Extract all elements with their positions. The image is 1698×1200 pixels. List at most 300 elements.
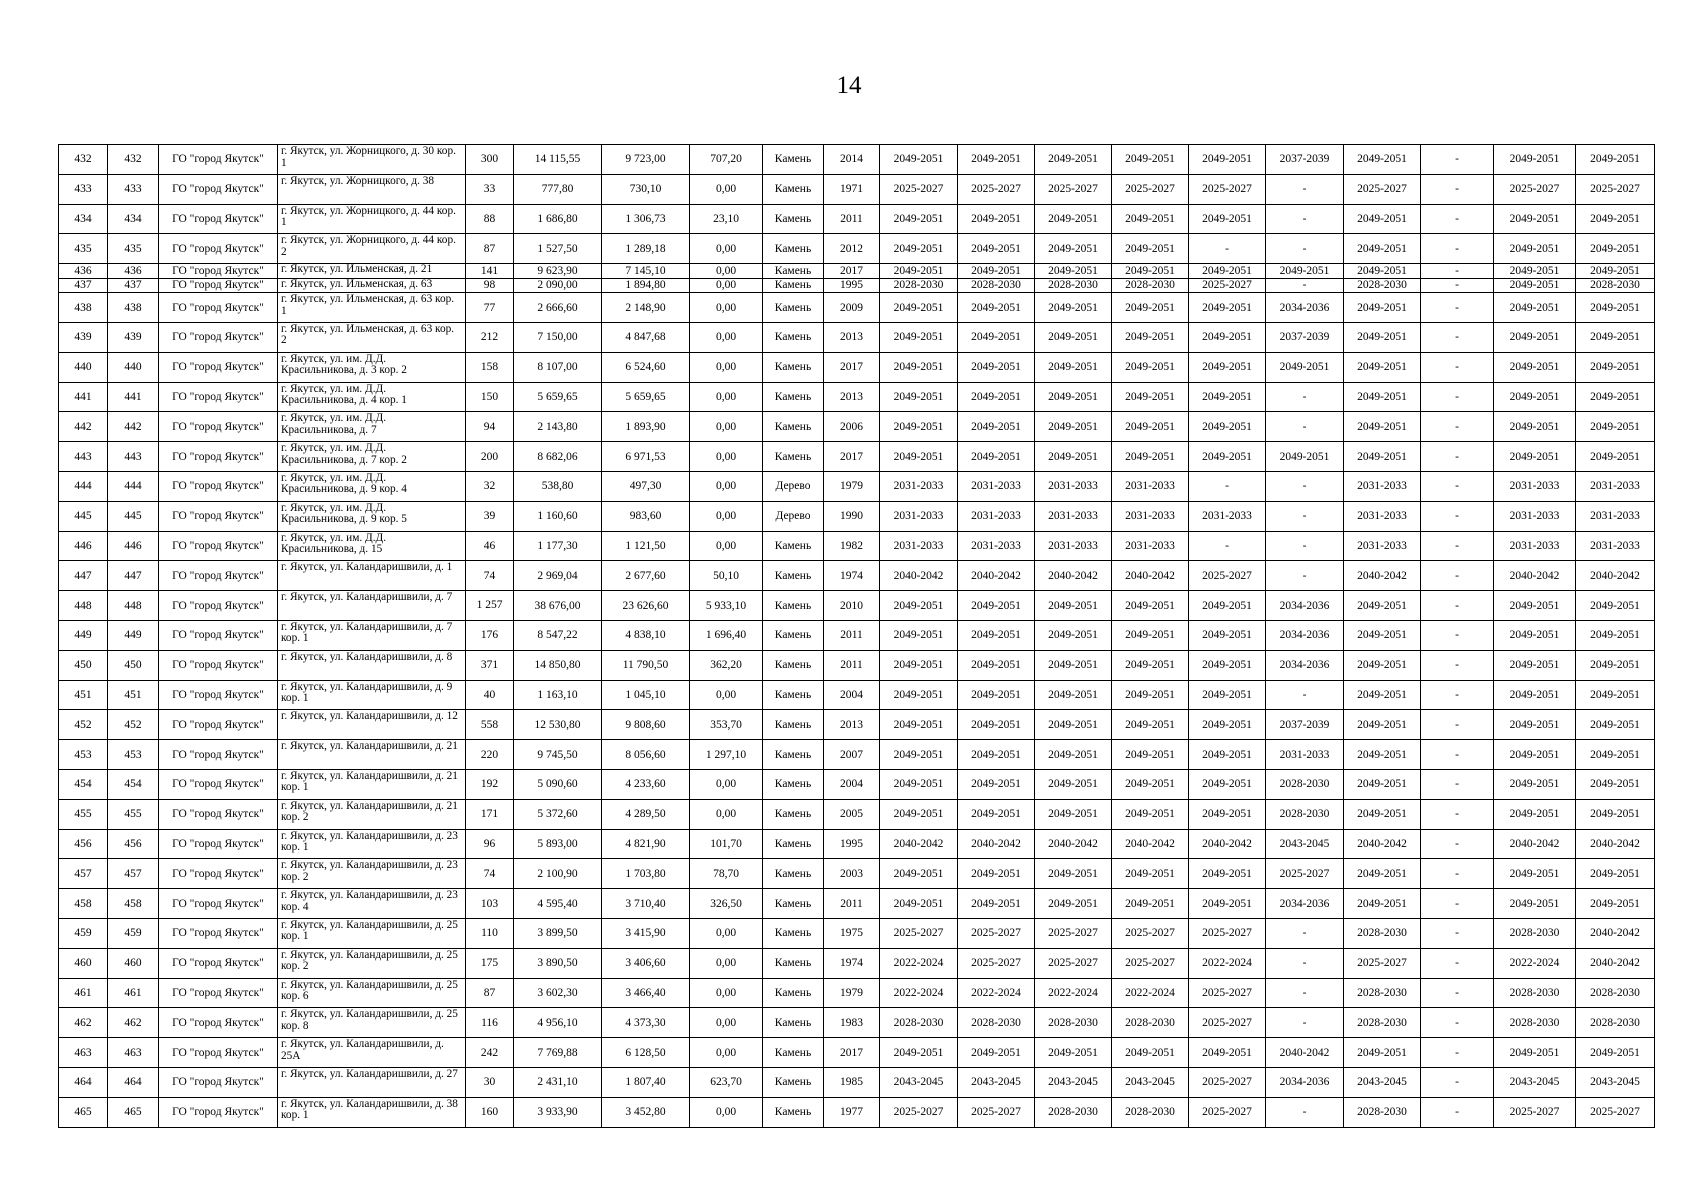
page-number: 14 (836, 72, 862, 99)
cell-living-area: 4 289,50 (602, 799, 690, 829)
cell-wall-material: Камень (763, 1038, 824, 1068)
cell-period-elevator: 2025-2027 (1266, 859, 1344, 889)
cell-house-number: 435 (108, 234, 159, 264)
cell-period-foundation: 2028-2030 (1035, 1097, 1112, 1127)
cell-period-water: 2025-2027 (1189, 174, 1266, 204)
cell-period-electric: 2049-2051 (1344, 234, 1421, 264)
cell-period-sewer: 2049-2051 (1494, 145, 1576, 175)
cell-municipality: ГО "город Якутск" (159, 978, 278, 1008)
cell-period-gas: - (1421, 174, 1494, 204)
cell-period-heating: 2049-2051 (1112, 293, 1189, 323)
cell-nonresidential-area: 0,00 (690, 948, 763, 978)
cell-period-roof: 2025-2027 (880, 174, 958, 204)
cell-period-hot-water: 2040-2042 (1576, 918, 1655, 948)
cell-period-foundation: 2031-2033 (1035, 531, 1112, 561)
cell-wall-material: Камень (763, 234, 824, 264)
cell-period-sewer: 2031-2033 (1494, 471, 1576, 501)
cell-period-roof: 2043-2045 (880, 1067, 958, 1097)
cell-total-area: 9 623,90 (514, 264, 602, 279)
cell-living-area: 4 821,90 (602, 829, 690, 859)
cell-period-foundation: 2049-2051 (1035, 352, 1112, 382)
cell-address: г. Якутск, ул. им. Д.Д. Красильникова, д. 9 кор. 4 (278, 471, 466, 501)
cell-period-gas: - (1421, 1038, 1494, 1068)
cell-period-roof: 2031-2033 (880, 501, 958, 531)
cell-total-area: 3 890,50 (514, 948, 602, 978)
cell-period-electric: 2049-2051 (1344, 710, 1421, 740)
cell-period-sewer: 2049-2051 (1494, 442, 1576, 472)
cell-period-gas: - (1421, 1097, 1494, 1127)
cell-period-roof: 2031-2033 (880, 471, 958, 501)
cell-period-hot-water: 2049-2051 (1576, 859, 1655, 889)
cell-period-foundation: 2040-2042 (1035, 829, 1112, 859)
cell-municipality: ГО "город Якутск" (159, 382, 278, 412)
cell-period-sewer: 2049-2051 (1494, 204, 1576, 234)
cell-period-electric: 2049-2051 (1344, 799, 1421, 829)
cell-period-roof: 2049-2051 (880, 234, 958, 264)
cell-period-sewer: 2040-2042 (1494, 829, 1576, 859)
cell-period-electric: 2049-2051 (1344, 889, 1421, 919)
cell-period-sewer: 2049-2051 (1494, 293, 1576, 323)
cell-period-elevator: 2034-2036 (1266, 650, 1344, 680)
cell-living-area: 9 808,60 (602, 710, 690, 740)
cell-row-number: 461 (59, 978, 108, 1008)
cell-period-water: 2049-2051 (1189, 382, 1266, 412)
cell-address: г. Якутск, ул. Каландаришвили, д. 25 кор. 8 (278, 1008, 466, 1038)
cell-house-number: 454 (108, 769, 159, 799)
cell-nonresidential-area: 5 933,10 (690, 591, 763, 621)
cell-period-elevator: 2028-2030 (1266, 799, 1344, 829)
cell-living-area: 1 894,80 (602, 278, 690, 293)
cell-year-built: 2017 (824, 1038, 880, 1068)
cell-year-built: 1974 (824, 561, 880, 591)
cell-period-water: 2049-2051 (1189, 322, 1266, 352)
cell-period-electric: 2049-2051 (1344, 204, 1421, 234)
cell-address: г. Якутск, ул. Жорницкого, д. 44 кор. 2 (278, 234, 466, 264)
cell-period-sewer: 2028-2030 (1494, 918, 1576, 948)
cell-period-foundation: 2049-2051 (1035, 799, 1112, 829)
cell-nonresidential-area: 0,00 (690, 501, 763, 531)
table-row (59, 322, 1655, 352)
cell-nonresidential-area: 707,20 (690, 145, 763, 175)
cell-period-electric: 2049-2051 (1344, 145, 1421, 175)
cell-wall-material: Камень (763, 769, 824, 799)
cell-period-foundation: 2049-2051 (1035, 293, 1112, 323)
cell-living-area: 5 659,65 (602, 382, 690, 412)
cell-residents: 371 (466, 650, 514, 680)
cell-year-built: 1982 (824, 531, 880, 561)
cell-period-hot-water: 2028-2030 (1576, 1008, 1655, 1038)
cell-period-gas: - (1421, 710, 1494, 740)
cell-house-number: 444 (108, 471, 159, 501)
cell-residents: 300 (466, 145, 514, 175)
cell-year-built: 2014 (824, 145, 880, 175)
cell-row-number: 464 (59, 1067, 108, 1097)
cell-house-number: 437 (108, 278, 159, 293)
cell-period-water: 2022-2024 (1189, 948, 1266, 978)
cell-period-facade: 2031-2033 (958, 501, 1035, 531)
cell-nonresidential-area: 1 297,10 (690, 740, 763, 770)
table-row (59, 918, 1655, 948)
cell-wall-material: Камень (763, 650, 824, 680)
cell-nonresidential-area: 0,00 (690, 1038, 763, 1068)
cell-period-water: 2040-2042 (1189, 829, 1266, 859)
cell-period-elevator: 2034-2036 (1266, 620, 1344, 650)
cell-nonresidential-area: 0,00 (690, 322, 763, 352)
cell-address: г. Якутск, ул. им. Д.Д. Красильникова, д. 9 кор. 5 (278, 501, 466, 531)
cell-period-roof: 2049-2051 (880, 145, 958, 175)
cell-row-number: 455 (59, 799, 108, 829)
cell-row-number: 456 (59, 829, 108, 859)
cell-living-area: 23 626,60 (602, 591, 690, 621)
table-row (59, 278, 1655, 293)
cell-period-foundation: 2049-2051 (1035, 859, 1112, 889)
cell-row-number: 454 (59, 769, 108, 799)
cell-municipality: ГО "город Якутск" (159, 352, 278, 382)
cell-address: г. Якутск, ул. Каландаришвили, д. 25 кор. 1 (278, 918, 466, 948)
cell-period-heating: 2025-2027 (1112, 918, 1189, 948)
cell-municipality: ГО "город Якутск" (159, 204, 278, 234)
cell-period-elevator: - (1266, 531, 1344, 561)
cell-period-water: 2025-2027 (1189, 278, 1266, 293)
table-row (59, 352, 1655, 382)
cell-house-number: 441 (108, 382, 159, 412)
cell-row-number: 435 (59, 234, 108, 264)
cell-municipality: ГО "город Якутск" (159, 1067, 278, 1097)
table-row (59, 1008, 1655, 1038)
cell-municipality: ГО "город Якутск" (159, 278, 278, 293)
cell-period-electric: 2049-2051 (1344, 650, 1421, 680)
cell-address: г. Якутск, ул. Каландаришвили, д. 9 кор. 1 (278, 680, 466, 710)
cell-period-elevator: 2037-2039 (1266, 710, 1344, 740)
cell-period-facade: 2049-2051 (958, 859, 1035, 889)
cell-wall-material: Камень (763, 352, 824, 382)
cell-period-facade: 2049-2051 (958, 740, 1035, 770)
cell-residents: 74 (466, 859, 514, 889)
cell-period-facade: 2028-2030 (958, 1008, 1035, 1038)
cell-living-area: 1 289,18 (602, 234, 690, 264)
cell-residents: 116 (466, 1008, 514, 1038)
cell-municipality: ГО "город Якутск" (159, 1008, 278, 1038)
cell-nonresidential-area: 0,00 (690, 1097, 763, 1127)
cell-nonresidential-area: 0,00 (690, 278, 763, 293)
cell-row-number: 440 (59, 352, 108, 382)
cell-municipality: ГО "город Якутск" (159, 234, 278, 264)
cell-house-number: 456 (108, 829, 159, 859)
cell-period-elevator: 2049-2051 (1266, 264, 1344, 279)
cell-period-facade: 2049-2051 (958, 352, 1035, 382)
cell-residents: 175 (466, 948, 514, 978)
cell-period-heating: 2028-2030 (1112, 278, 1189, 293)
cell-year-built: 2005 (824, 799, 880, 829)
cell-total-area: 1 527,50 (514, 234, 602, 264)
cell-nonresidential-area: 0,00 (690, 471, 763, 501)
table-row (59, 650, 1655, 680)
cell-row-number: 462 (59, 1008, 108, 1038)
cell-total-area: 8 107,00 (514, 352, 602, 382)
cell-period-foundation: 2028-2030 (1035, 1008, 1112, 1038)
cell-row-number: 451 (59, 680, 108, 710)
cell-period-water: 2049-2051 (1189, 710, 1266, 740)
cell-total-area: 4 956,10 (514, 1008, 602, 1038)
cell-period-gas: - (1421, 1008, 1494, 1038)
cell-nonresidential-area: 353,70 (690, 710, 763, 740)
cell-period-facade: 2043-2045 (958, 1067, 1035, 1097)
cell-address: г. Якутск, ул. Каландаришвили, д. 27 (278, 1067, 466, 1097)
cell-residents: 176 (466, 620, 514, 650)
cell-period-gas: - (1421, 918, 1494, 948)
cell-period-sewer: 2049-2051 (1494, 650, 1576, 680)
cell-house-number: 464 (108, 1067, 159, 1097)
cell-year-built: 1977 (824, 1097, 880, 1127)
cell-period-gas: - (1421, 501, 1494, 531)
cell-period-heating: 2049-2051 (1112, 680, 1189, 710)
cell-period-water: 2049-2051 (1189, 145, 1266, 175)
cell-row-number: 441 (59, 382, 108, 412)
cell-period-electric: 2049-2051 (1344, 382, 1421, 412)
cell-total-area: 2 969,04 (514, 561, 602, 591)
cell-wall-material: Камень (763, 174, 824, 204)
cell-period-roof: 2049-2051 (880, 620, 958, 650)
table-row (59, 264, 1655, 279)
cell-period-heating: 2028-2030 (1112, 1097, 1189, 1127)
cell-wall-material: Камень (763, 531, 824, 561)
cell-period-facade: 2049-2051 (958, 680, 1035, 710)
cell-residents: 110 (466, 918, 514, 948)
cell-house-number: 446 (108, 531, 159, 561)
cell-period-electric: 2049-2051 (1344, 412, 1421, 442)
cell-period-heating: 2031-2033 (1112, 501, 1189, 531)
cell-nonresidential-area: 0,00 (690, 769, 763, 799)
cell-period-facade: 2049-2051 (958, 382, 1035, 412)
cell-period-gas: - (1421, 620, 1494, 650)
cell-period-electric: 2028-2030 (1344, 278, 1421, 293)
cell-living-area: 2 148,90 (602, 293, 690, 323)
cell-municipality: ГО "город Якутск" (159, 412, 278, 442)
cell-row-number: 437 (59, 278, 108, 293)
cell-period-sewer: 2028-2030 (1494, 1008, 1576, 1038)
cell-period-water: 2025-2027 (1189, 561, 1266, 591)
cell-address: г. Якутск, ул. им. Д.Д. Красильникова, д. 4 кор. 1 (278, 382, 466, 412)
cell-period-gas: - (1421, 591, 1494, 621)
cell-period-roof: 2049-2051 (880, 680, 958, 710)
cell-period-hot-water: 2049-2051 (1576, 382, 1655, 412)
cell-period-facade: 2022-2024 (958, 978, 1035, 1008)
cell-residents: 96 (466, 829, 514, 859)
cell-period-water: 2049-2051 (1189, 1038, 1266, 1068)
cell-row-number: 452 (59, 710, 108, 740)
cell-period-facade: 2028-2030 (958, 278, 1035, 293)
cell-total-area: 538,80 (514, 471, 602, 501)
cell-municipality: ГО "город Якутск" (159, 322, 278, 352)
cell-living-area: 1 807,40 (602, 1067, 690, 1097)
cell-municipality: ГО "город Якутск" (159, 769, 278, 799)
cell-row-number: 444 (59, 471, 108, 501)
cell-living-area: 1 306,73 (602, 204, 690, 234)
cell-living-area: 1 893,90 (602, 412, 690, 442)
table-row (59, 1097, 1655, 1127)
cell-year-built: 2011 (824, 620, 880, 650)
cell-period-roof: 2049-2051 (880, 264, 958, 279)
cell-row-number: 453 (59, 740, 108, 770)
cell-period-facade: 2049-2051 (958, 145, 1035, 175)
cell-nonresidential-area: 0,00 (690, 978, 763, 1008)
cell-house-number: 453 (108, 740, 159, 770)
table-row (59, 234, 1655, 264)
cell-year-built: 1974 (824, 948, 880, 978)
cell-house-number: 463 (108, 1038, 159, 1068)
table-row (59, 145, 1655, 175)
cell-nonresidential-area: 78,70 (690, 859, 763, 889)
cell-house-number: 459 (108, 918, 159, 948)
cell-living-area: 730,10 (602, 174, 690, 204)
cell-address: г. Якутск, ул. Каландаришвили, д. 38 кор. 1 (278, 1097, 466, 1127)
cell-period-sewer: 2049-2051 (1494, 412, 1576, 442)
cell-house-number: 434 (108, 204, 159, 234)
cell-period-roof: 2049-2051 (880, 412, 958, 442)
cell-living-area: 2 677,60 (602, 561, 690, 591)
table-row (59, 620, 1655, 650)
cell-period-heating: 2025-2027 (1112, 174, 1189, 204)
cell-wall-material: Камень (763, 918, 824, 948)
cell-period-gas: - (1421, 145, 1494, 175)
cell-period-foundation: 2025-2027 (1035, 948, 1112, 978)
cell-row-number: 438 (59, 293, 108, 323)
cell-period-foundation: 2049-2051 (1035, 650, 1112, 680)
cell-wall-material: Камень (763, 278, 824, 293)
cell-wall-material: Камень (763, 948, 824, 978)
cell-period-hot-water: 2049-2051 (1576, 680, 1655, 710)
cell-address: г. Якутск, ул. Каландаришвили, д. 23 кор. 4 (278, 889, 466, 919)
cell-year-built: 1995 (824, 829, 880, 859)
cell-municipality: ГО "город Якутск" (159, 1097, 278, 1127)
cell-period-hot-water: 2049-2051 (1576, 234, 1655, 264)
cell-year-built: 1983 (824, 1008, 880, 1038)
cell-municipality: ГО "город Якутск" (159, 650, 278, 680)
cell-house-number: 451 (108, 680, 159, 710)
cell-period-water: 2049-2051 (1189, 889, 1266, 919)
cell-period-gas: - (1421, 680, 1494, 710)
cell-period-electric: 2049-2051 (1344, 1038, 1421, 1068)
cell-period-gas: - (1421, 204, 1494, 234)
cell-period-roof: 2049-2051 (880, 204, 958, 234)
cell-total-area: 1 160,60 (514, 501, 602, 531)
cell-residents: 158 (466, 352, 514, 382)
cell-period-hot-water: 2028-2030 (1576, 278, 1655, 293)
cell-wall-material: Камень (763, 1008, 824, 1038)
table-row (59, 829, 1655, 859)
cell-year-built: 2012 (824, 234, 880, 264)
cell-period-roof: 2049-2051 (880, 352, 958, 382)
cell-address: г. Якутск, ул. Каландаришвили, д. 12 (278, 710, 466, 740)
cell-period-roof: 2049-2051 (880, 859, 958, 889)
cell-period-sewer: 2049-2051 (1494, 799, 1576, 829)
cell-total-area: 2 100,90 (514, 859, 602, 889)
cell-period-sewer: 2022-2024 (1494, 948, 1576, 978)
cell-period-elevator: - (1266, 561, 1344, 591)
cell-total-area: 38 676,00 (514, 591, 602, 621)
table-row (59, 1038, 1655, 1068)
cell-residents: 242 (466, 1038, 514, 1068)
cell-period-roof: 2049-2051 (880, 710, 958, 740)
cell-period-gas: - (1421, 264, 1494, 279)
cell-nonresidential-area: 0,00 (690, 680, 763, 710)
cell-period-elevator: 2049-2051 (1266, 352, 1344, 382)
cell-period-elevator: - (1266, 1097, 1344, 1127)
cell-year-built: 1979 (824, 978, 880, 1008)
cell-year-built: 1979 (824, 471, 880, 501)
cell-period-sewer: 2049-2051 (1494, 591, 1576, 621)
cell-row-number: 445 (59, 501, 108, 531)
cell-period-foundation: 2049-2051 (1035, 740, 1112, 770)
table-row (59, 591, 1655, 621)
cell-period-hot-water: 2049-2051 (1576, 352, 1655, 382)
cell-period-water: 2049-2051 (1189, 264, 1266, 279)
cell-period-elevator: 2034-2036 (1266, 591, 1344, 621)
cell-period-foundation: 2049-2051 (1035, 204, 1112, 234)
cell-period-electric: 2031-2033 (1344, 501, 1421, 531)
cell-year-built: 2011 (824, 889, 880, 919)
cell-period-heating: 2049-2051 (1112, 889, 1189, 919)
cell-address: г. Якутск, ул. Каландаришвили, д. 25 кор. 6 (278, 978, 466, 1008)
cell-period-sewer: 2031-2033 (1494, 501, 1576, 531)
cell-house-number: 439 (108, 322, 159, 352)
cell-period-water: 2025-2027 (1189, 918, 1266, 948)
cell-living-area: 1 045,10 (602, 680, 690, 710)
cell-period-roof: 2022-2024 (880, 978, 958, 1008)
cell-municipality: ГО "город Якутск" (159, 799, 278, 829)
cell-period-roof: 2049-2051 (880, 740, 958, 770)
cell-year-built: 2009 (824, 293, 880, 323)
cell-period-electric: 2049-2051 (1344, 264, 1421, 279)
cell-period-hot-water: 2040-2042 (1576, 948, 1655, 978)
cell-period-facade: 2049-2051 (958, 591, 1035, 621)
cell-period-electric: 2040-2042 (1344, 561, 1421, 591)
cell-period-electric: 2049-2051 (1344, 620, 1421, 650)
cell-nonresidential-area: 1 696,40 (690, 620, 763, 650)
cell-period-roof: 2049-2051 (880, 1038, 958, 1068)
cell-house-number: 461 (108, 978, 159, 1008)
cell-period-facade: 2049-2051 (958, 412, 1035, 442)
cell-wall-material: Камень (763, 293, 824, 323)
cell-period-electric: 2049-2051 (1344, 769, 1421, 799)
cell-wall-material: Камень (763, 442, 824, 472)
cell-period-heating: 2049-2051 (1112, 442, 1189, 472)
cell-period-roof: 2028-2030 (880, 278, 958, 293)
cell-period-hot-water: 2049-2051 (1576, 264, 1655, 279)
housing-registry-table (58, 144, 1655, 1128)
cell-year-built: 2011 (824, 650, 880, 680)
cell-period-foundation: 2049-2051 (1035, 769, 1112, 799)
cell-total-area: 7 769,88 (514, 1038, 602, 1068)
table-row (59, 501, 1655, 531)
cell-address: г. Якутск, ул. им. Д.Д. Красильникова, д. 7 кор. 2 (278, 442, 466, 472)
cell-residents: 94 (466, 412, 514, 442)
cell-period-foundation: 2049-2051 (1035, 591, 1112, 621)
cell-period-water: 2049-2051 (1189, 412, 1266, 442)
cell-municipality: ГО "город Якутск" (159, 918, 278, 948)
cell-period-elevator: 2034-2036 (1266, 889, 1344, 919)
cell-house-number: 460 (108, 948, 159, 978)
cell-period-heating: 2049-2051 (1112, 352, 1189, 382)
cell-year-built: 2017 (824, 442, 880, 472)
cell-period-foundation: 2049-2051 (1035, 264, 1112, 279)
cell-period-facade: 2031-2033 (958, 531, 1035, 561)
cell-wall-material: Камень (763, 710, 824, 740)
cell-total-area: 2 143,80 (514, 412, 602, 442)
cell-period-hot-water: 2031-2033 (1576, 531, 1655, 561)
cell-nonresidential-area: 0,00 (690, 382, 763, 412)
cell-residents: 87 (466, 234, 514, 264)
